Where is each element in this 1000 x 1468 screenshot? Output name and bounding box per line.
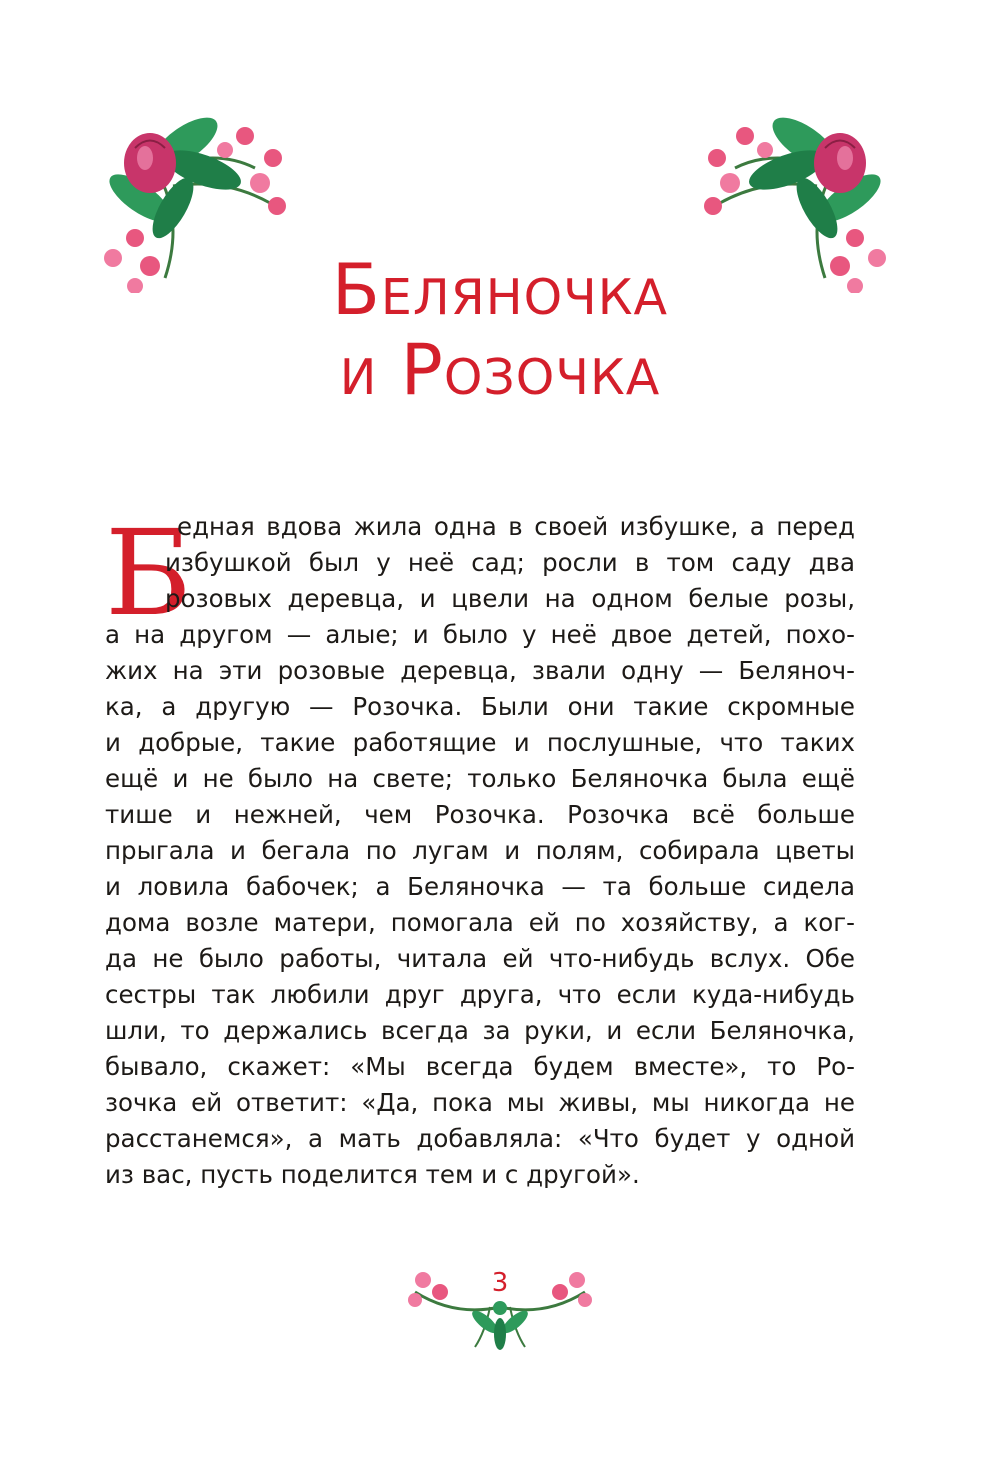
text-line: розовых деревца, и цвели на одном белые розы,: [165, 584, 855, 613]
text-line: едная вдова жила одна в своей избушке, а перед: [177, 512, 855, 541]
text-line: избушкой был у неё сад; росли в том саду два: [165, 548, 855, 577]
text-line: прыгала и бегала по лугам и полям, собирала цветы: [105, 836, 855, 865]
page-title: [0, 250, 1000, 410]
text-line: да не было работы, читала ей что-нибудь вслух. Обе: [105, 944, 855, 973]
text-line: шли, то держались всегда за руки, и если Беляночка,: [105, 1016, 855, 1045]
text-line: и ловила бабочек; а Беляночка — та больше сидела: [105, 872, 855, 901]
text-line: зочка ей ответит: «Да, пока мы живы, мы никогда не: [105, 1088, 855, 1117]
text-line: а на другом — алые; и было у неё двое детей, похо-: [105, 620, 855, 649]
text-line: сестры так любили друг друга, что если куда-нибудь: [105, 980, 855, 1009]
text-line: расстанемся», а мать добавляла: «Что будет у одной: [105, 1124, 855, 1153]
title-line-2: и Розочка: [339, 329, 661, 411]
text-line: ка, а другую — Розочка. Были они такие скромные: [105, 692, 855, 721]
title-line-1: Беляночка: [331, 249, 669, 331]
text-line: и добрые, такие работящие и послушные, что таких: [105, 728, 855, 757]
text-line: ещё и не было на свете; только Беляночка была ещё: [105, 764, 855, 793]
drop-cap: Б: [105, 504, 192, 642]
text-line: жих на эти розовые деревца, звали одну — Беляноч-: [105, 656, 855, 685]
text-line: тише и нежней, чем Розочка. Розочка всё больше: [105, 800, 855, 829]
text-line: дома возле матери, помогала ей по хозяйству, а ког-: [105, 908, 855, 937]
text-line: бывало, скажет: «Мы всегда будем вместе», то Ро-: [105, 1052, 855, 1081]
page-number: 3: [491, 1268, 509, 1298]
text-line: из вас, пусть поделится тем и с другой».: [105, 1160, 640, 1189]
